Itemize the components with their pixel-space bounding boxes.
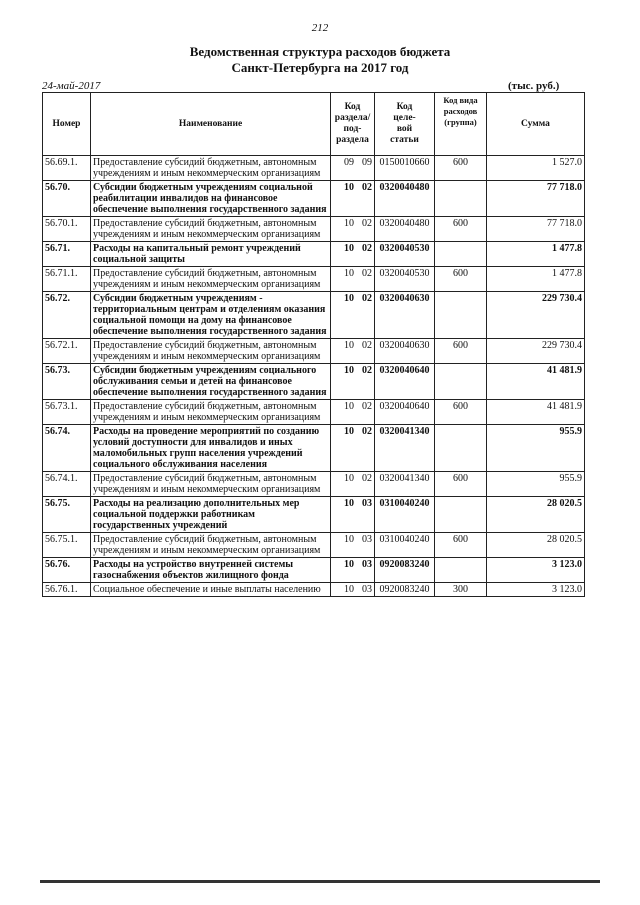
row-sum: 41 481.9 (487, 364, 585, 400)
row-target-code: 0320040640 (375, 364, 435, 400)
row-sum: 229 730.4 (487, 339, 585, 364)
row-section-code: 10 (344, 534, 354, 545)
header-kvr-line: (группа) (444, 117, 477, 127)
table-row (43, 497, 585, 533)
row-name: Социальное обеспечение и иные выплаты населению (91, 583, 331, 597)
row-name: Расходы на устройство внутренней системы газоснабжения объектов жилищного фонда (91, 558, 331, 583)
row-subsection-code: 02 (362, 243, 372, 254)
row-section-code: 10 (344, 218, 354, 229)
row-number: 56.71. (43, 242, 91, 267)
row-expense-type: 600 (435, 217, 487, 242)
row-section-code: 10 (344, 473, 354, 484)
header-section-line: раздела (336, 135, 369, 145)
budget-table (42, 92, 585, 597)
row-subsection-code: 02 (362, 426, 372, 437)
header-target-line: вой (396, 124, 413, 134)
row-section (331, 339, 375, 364)
row-section (331, 400, 375, 425)
document-title (0, 44, 640, 76)
row-expense-type: 600 (435, 472, 487, 497)
row-subsection-code: 02 (362, 268, 372, 279)
row-expense-type: 600 (435, 156, 487, 181)
row-target-code: 0320040630 (375, 292, 435, 339)
row-expense-type (435, 558, 487, 583)
row-number: 56.76.1. (43, 583, 91, 597)
row-sum: 3 123.0 (487, 583, 585, 597)
header-number: Номер (43, 93, 91, 156)
row-target-code: 0320040640 (375, 400, 435, 425)
row-expense-type (435, 364, 487, 400)
row-target-code: 0320040480 (375, 181, 435, 217)
table-row (43, 400, 585, 425)
row-section-code: 10 (344, 182, 354, 193)
row-name: Предоставление субсидий бюджетным, автономным учреждениям и иным некоммерческим организациям (91, 267, 331, 292)
row-expense-type: 600 (435, 339, 487, 364)
row-expense-type: 600 (435, 267, 487, 292)
header-section (331, 93, 375, 156)
title-line-2: Санкт-Петербурга на 2017 год (231, 60, 409, 75)
row-number: 56.76. (43, 558, 91, 583)
row-section (331, 472, 375, 497)
row-sum: 28 020.5 (487, 533, 585, 558)
table-row (43, 472, 585, 497)
table-row (43, 242, 585, 267)
header-expense-type (435, 93, 487, 156)
row-name: Предоставление субсидий бюджетным, автономным учреждениям и иным некоммерческим организациям (91, 533, 331, 558)
row-number: 56.74. (43, 425, 91, 472)
table-row (43, 558, 585, 583)
row-number: 56.70.1. (43, 217, 91, 242)
row-subsection-code: 03 (362, 584, 372, 595)
table-row (43, 425, 585, 472)
header-kvr-line: Код вида (443, 95, 478, 105)
header-kvr-line: расходов (443, 106, 478, 116)
table-row (43, 364, 585, 400)
row-number: 56.72.1. (43, 339, 91, 364)
table-row (43, 339, 585, 364)
row-number: 56.72. (43, 292, 91, 339)
row-section-code: 10 (344, 498, 354, 509)
row-subsection-code: 02 (362, 340, 372, 351)
row-subsection-code: 02 (362, 365, 372, 376)
row-number: 56.74.1. (43, 472, 91, 497)
row-target-code: 0320041340 (375, 425, 435, 472)
row-expense-type (435, 292, 487, 339)
row-number: 56.73.1. (43, 400, 91, 425)
row-sum: 955.9 (487, 425, 585, 472)
header-name: Наименование (91, 93, 331, 156)
row-subsection-code: 02 (362, 473, 372, 484)
row-name: Субсидии бюджетным учреждениям - территориальным центрам и отделениям оказания социальной помощи на дому на финансовое обеспечение выполнения государственного задания (91, 292, 331, 339)
row-target-code: 0320041340 (375, 472, 435, 497)
table-body (43, 156, 585, 597)
row-subsection-code: 09 (362, 157, 372, 168)
row-expense-type (435, 497, 487, 533)
row-section-code: 10 (344, 365, 354, 376)
table-row (43, 583, 585, 597)
row-section (331, 292, 375, 339)
row-section (331, 583, 375, 597)
row-section (331, 497, 375, 533)
row-section-code: 10 (344, 401, 354, 412)
row-sum: 955.9 (487, 472, 585, 497)
row-expense-type: 600 (435, 400, 487, 425)
row-name: Предоставление субсидий бюджетным, автономным учреждениям и иным некоммерческим организациям (91, 156, 331, 181)
row-subsection-code: 02 (362, 218, 372, 229)
table-row (43, 217, 585, 242)
page-number: 212 (311, 22, 329, 34)
table-header-row (43, 93, 585, 156)
row-subsection-code: 02 (362, 401, 372, 412)
table-row (43, 267, 585, 292)
header-sum: Сумма (487, 93, 585, 156)
units-label: (тыс. руб.) (508, 80, 560, 92)
header-target-line: статьи (390, 135, 419, 145)
row-subsection-code: 02 (362, 182, 372, 193)
row-name: Предоставление субсидий бюджетным, автономным учреждениям и иным некоммерческим организациям (91, 472, 331, 497)
header-section-line: под- (343, 124, 362, 134)
row-name: Субсидии бюджетным учреждениям социальной реабилитации инвалидов на финансовое обеспечение выполнения государственного задания (91, 181, 331, 217)
row-number: 56.75.1. (43, 533, 91, 558)
row-section (331, 364, 375, 400)
row-section (331, 425, 375, 472)
row-sum: 1 477.8 (487, 267, 585, 292)
row-target-code: 0920083240 (375, 558, 435, 583)
row-target-code: 0320040530 (375, 267, 435, 292)
page-bottom-rule (40, 880, 600, 883)
header-target-line: Код (396, 102, 413, 112)
table-row (43, 156, 585, 181)
row-section (331, 217, 375, 242)
row-target-code: 0920083240 (375, 583, 435, 597)
row-expense-type (435, 242, 487, 267)
row-number: 56.70. (43, 181, 91, 217)
row-sum: 77 718.0 (487, 217, 585, 242)
row-section-code: 10 (344, 268, 354, 279)
row-name: Расходы на капитальный ремонт учреждений социальной защиты (91, 242, 331, 267)
row-section-code: 10 (344, 426, 354, 437)
row-section-code: 09 (344, 157, 354, 168)
table-row (43, 292, 585, 339)
row-name: Субсидии бюджетным учреждениям социального обслуживания семьи и детей на финансовое обеспечение выполнения государственного задания (91, 364, 331, 400)
row-subsection-code: 03 (362, 534, 372, 545)
row-sum: 28 020.5 (487, 497, 585, 533)
row-section (331, 156, 375, 181)
row-sum: 41 481.9 (487, 400, 585, 425)
row-expense-type (435, 425, 487, 472)
row-sum: 3 123.0 (487, 558, 585, 583)
row-number: 56.75. (43, 497, 91, 533)
row-target-code: 0320040480 (375, 217, 435, 242)
row-section-code: 10 (344, 340, 354, 351)
row-target-code: 0320040630 (375, 339, 435, 364)
row-name: Предоставление субсидий бюджетным, автономным учреждениям и иным некоммерческим организациям (91, 400, 331, 425)
row-target-code: 0310040240 (375, 533, 435, 558)
row-number: 56.73. (43, 364, 91, 400)
row-subsection-code: 02 (362, 293, 372, 304)
row-number: 56.71.1. (43, 267, 91, 292)
row-target-code: 0150010660 (375, 156, 435, 181)
row-section (331, 533, 375, 558)
row-name: Предоставление субсидий бюджетным, автономным учреждениям и иным некоммерческим организациям (91, 217, 331, 242)
row-subsection-code: 03 (362, 559, 372, 570)
row-sum: 1 477.8 (487, 242, 585, 267)
row-section (331, 267, 375, 292)
header-target-line: целе- (393, 113, 416, 123)
row-section (331, 242, 375, 267)
row-section-code: 10 (344, 243, 354, 254)
row-number: 56.69.1. (43, 156, 91, 181)
row-section-code: 10 (344, 559, 354, 570)
table-row (43, 181, 585, 217)
row-section (331, 558, 375, 583)
row-subsection-code: 03 (362, 498, 372, 509)
row-expense-type: 300 (435, 583, 487, 597)
row-target-code: 0320040530 (375, 242, 435, 267)
row-sum: 77 718.0 (487, 181, 585, 217)
row-name: Расходы на реализацию дополнительных мер социальной поддержки работникам государственных учреждений (91, 497, 331, 533)
row-target-code: 0310040240 (375, 497, 435, 533)
header-section-line: раздела/ (334, 113, 371, 123)
table-row (43, 533, 585, 558)
header-target (375, 93, 435, 156)
row-sum: 1 527.0 (487, 156, 585, 181)
row-section-code: 10 (344, 584, 354, 595)
row-sum: 229 730.4 (487, 292, 585, 339)
row-name: Предоставление субсидий бюджетным, автономным учреждениям и иным некоммерческим организациям (91, 339, 331, 364)
row-section-code: 10 (344, 293, 354, 304)
header-section-line: Код (344, 102, 361, 112)
row-name: Расходы на проведение мероприятий по созданию условий доступности для инвалидов и иных маломобильных групп населения учреждений социального обслуживания населения (91, 425, 331, 472)
row-expense-type (435, 181, 487, 217)
row-expense-type: 600 (435, 533, 487, 558)
title-line-1: Ведомственная структура расходов бюджета (189, 44, 451, 59)
document-date: 24-май-2017 (42, 80, 101, 92)
row-section (331, 181, 375, 217)
